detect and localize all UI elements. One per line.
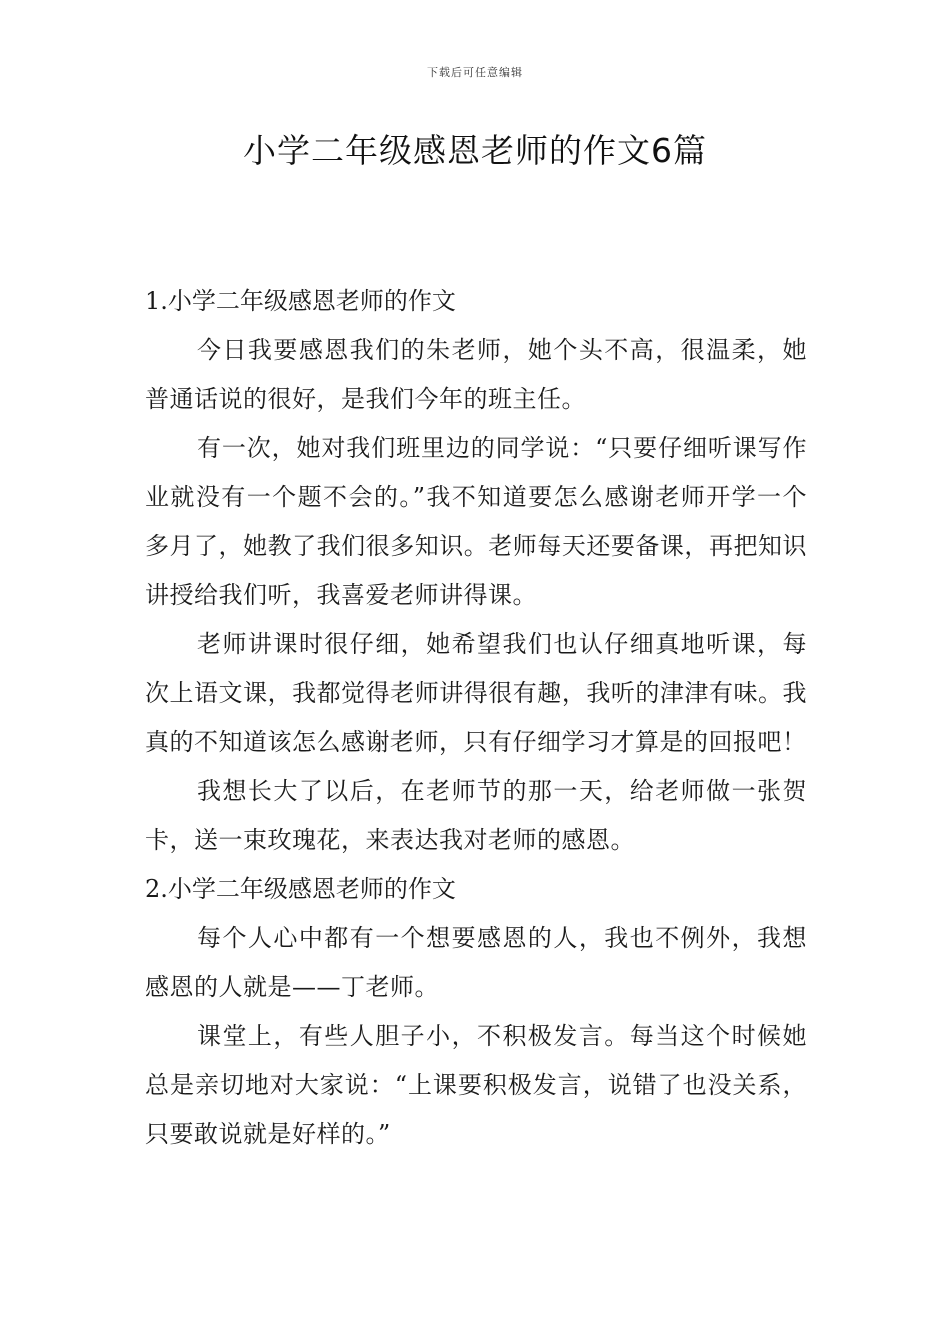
paragraph: 课堂上，有些人胆子小，不积极发言。每当这个时候她总是亲切地对大家说：“上课要积极发言，说错了也没关系，只要敢说就是好样的。” bbox=[145, 1022, 807, 1148]
paragraph: 我想长大了以后，在老师节的那一天，给老师做一张贺卡，送一束玫瑰花，来表达我对老师的感恩。 bbox=[145, 777, 807, 854]
document-title: 小学二年级感恩老师的作文6篇 bbox=[243, 131, 707, 170]
section-heading-1: 1.小学二年级感恩老师的作文 bbox=[145, 287, 456, 315]
paragraph: 有一次，她对我们班里边的同学说：“只要仔细听课写作业就没有一个题不会的。”我不知道要怎么感谢老师开学一个多月了，她教了我们很多知识。老师每天还要备课，再把知识讲授给我们听，我喜爱老师讲得课。 bbox=[145, 434, 807, 609]
paragraph: 每个人心中都有一个想要感恩的人，我也不例外，我想感恩的人就是——丁老师。 bbox=[145, 924, 807, 1001]
paragraph: 老师讲课时很仔细，她希望我们也认仔细真地听课，每次上语文课，我都觉得老师讲得很有趣，我听的津津有味。我真的不知道该怎么感谢老师，只有仔细学习才算是的回报吧！ bbox=[145, 630, 807, 756]
document-body bbox=[145, 277, 807, 1159]
paragraph: 今日我要感恩我们的朱老师，她个头不高，很温柔，她普通话说的很好，是我们今年的班主任。 bbox=[145, 336, 807, 413]
section-heading-2: 2.小学二年级感恩老师的作文 bbox=[145, 875, 456, 903]
header-note: 下载后可任意编辑 bbox=[427, 66, 523, 79]
